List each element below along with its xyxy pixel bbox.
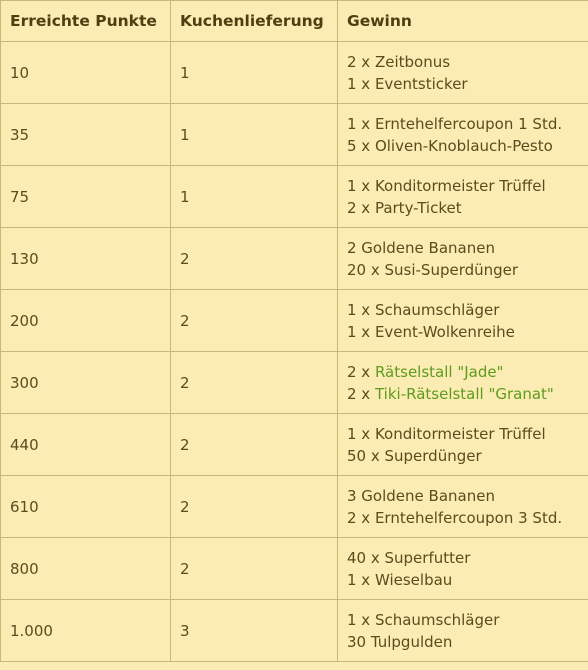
points-cell: 35 xyxy=(1,104,171,166)
table-row xyxy=(1,352,588,414)
reward-line xyxy=(347,51,588,73)
header-delivery: Kuchenlieferung xyxy=(171,1,338,42)
delivery-cell: 2 xyxy=(171,352,338,414)
reward-text: 2 Goldene Bananen xyxy=(347,238,495,257)
table-row xyxy=(1,476,588,538)
reward-line xyxy=(347,175,588,197)
reward-text: 2 x Erntehelfercoupon 3 Std. xyxy=(347,508,563,527)
reward-line xyxy=(347,361,588,383)
reward-text: 1 x Schaumschläger xyxy=(347,610,500,629)
table-row xyxy=(1,290,588,352)
points-cell: 300 xyxy=(1,352,171,414)
reward-text: 2 x Zeitbonus xyxy=(347,52,451,71)
reward-line xyxy=(347,299,588,321)
reward-text: 50 x Superdünger xyxy=(347,446,482,465)
reward-line xyxy=(347,547,588,569)
reward-text: 1 x Erntehelfercoupon 1 Std. xyxy=(347,114,563,133)
reward-line xyxy=(347,383,588,405)
reward-line xyxy=(347,237,588,259)
delivery-cell: 2 xyxy=(171,538,338,600)
reward-line xyxy=(347,507,588,529)
reward-line xyxy=(347,73,588,95)
delivery-cell: 2 xyxy=(171,476,338,538)
reward-quantity: 2 x xyxy=(347,384,375,403)
header-points: Erreichte Punkte xyxy=(1,1,171,42)
delivery-cell: 2 xyxy=(171,414,338,476)
reward-text: 3 Goldene Bananen xyxy=(347,486,495,505)
reward-text: 30 Tulpgulden xyxy=(347,632,453,651)
reward-line xyxy=(347,113,588,135)
reward-line xyxy=(347,197,588,219)
reward-cell xyxy=(338,352,588,414)
table-row xyxy=(1,104,588,166)
reward-text: 2 x Party-Ticket xyxy=(347,198,462,217)
points-cell: 10 xyxy=(1,42,171,104)
reward-line xyxy=(347,609,588,631)
reward-cell xyxy=(338,538,588,600)
points-cell: 130 xyxy=(1,228,171,290)
table-row xyxy=(1,600,588,662)
reward-text: 40 x Superfutter xyxy=(347,548,471,567)
delivery-cell: 1 xyxy=(171,42,338,104)
reward-text: 1 x Eventsticker xyxy=(347,74,468,93)
header-reward: Gewinn xyxy=(338,1,588,42)
delivery-cell: 3 xyxy=(171,600,338,662)
table-row xyxy=(1,42,588,104)
reward-line xyxy=(347,485,588,507)
points-cell: 75 xyxy=(1,166,171,228)
reward-text: 1 x Konditormeister Trüffel xyxy=(347,176,546,195)
delivery-cell: 1 xyxy=(171,104,338,166)
reward-cell xyxy=(338,228,588,290)
points-cell: 610 xyxy=(1,476,171,538)
points-cell: 800 xyxy=(1,538,171,600)
reward-text: 1 x Schaumschläger xyxy=(347,300,500,319)
reward-text: 5 x Oliven-Knoblauch-Pesto xyxy=(347,136,553,155)
points-cell: 1.000 xyxy=(1,600,171,662)
points-cell: 440 xyxy=(1,414,171,476)
reward-link[interactable]: Tiki-Rätselstall "Granat" xyxy=(374,384,554,403)
table-row xyxy=(1,414,588,476)
delivery-cell: 2 xyxy=(171,290,338,352)
reward-line xyxy=(347,445,588,467)
reward-line xyxy=(347,259,588,281)
reward-line xyxy=(347,423,588,445)
reward-cell xyxy=(338,290,588,352)
reward-cell xyxy=(338,42,588,104)
reward-link[interactable]: Rätselstall "Jade" xyxy=(374,362,504,381)
delivery-cell: 1 xyxy=(171,166,338,228)
reward-text: 1 x Konditormeister Trüffel xyxy=(347,424,546,443)
reward-text: 1 x Wieselbau xyxy=(347,570,453,589)
table-row xyxy=(1,228,588,290)
reward-cell xyxy=(338,414,588,476)
points-cell: 200 xyxy=(1,290,171,352)
reward-line xyxy=(347,569,588,591)
reward-quantity: 2 x xyxy=(347,362,375,381)
reward-cell xyxy=(338,476,588,538)
delivery-cell: 2 xyxy=(171,228,338,290)
table-row xyxy=(1,538,588,600)
reward-line xyxy=(347,631,588,653)
header-row xyxy=(1,1,588,42)
reward-line xyxy=(347,135,588,157)
reward-cell xyxy=(338,600,588,662)
reward-cell xyxy=(338,104,588,166)
reward-cell xyxy=(338,166,588,228)
table-row xyxy=(1,166,588,228)
reward-text: 1 x Event-Wolkenreihe xyxy=(347,322,515,341)
reward-line xyxy=(347,321,588,343)
reward-text: 20 x Susi-Superdünger xyxy=(347,260,519,279)
